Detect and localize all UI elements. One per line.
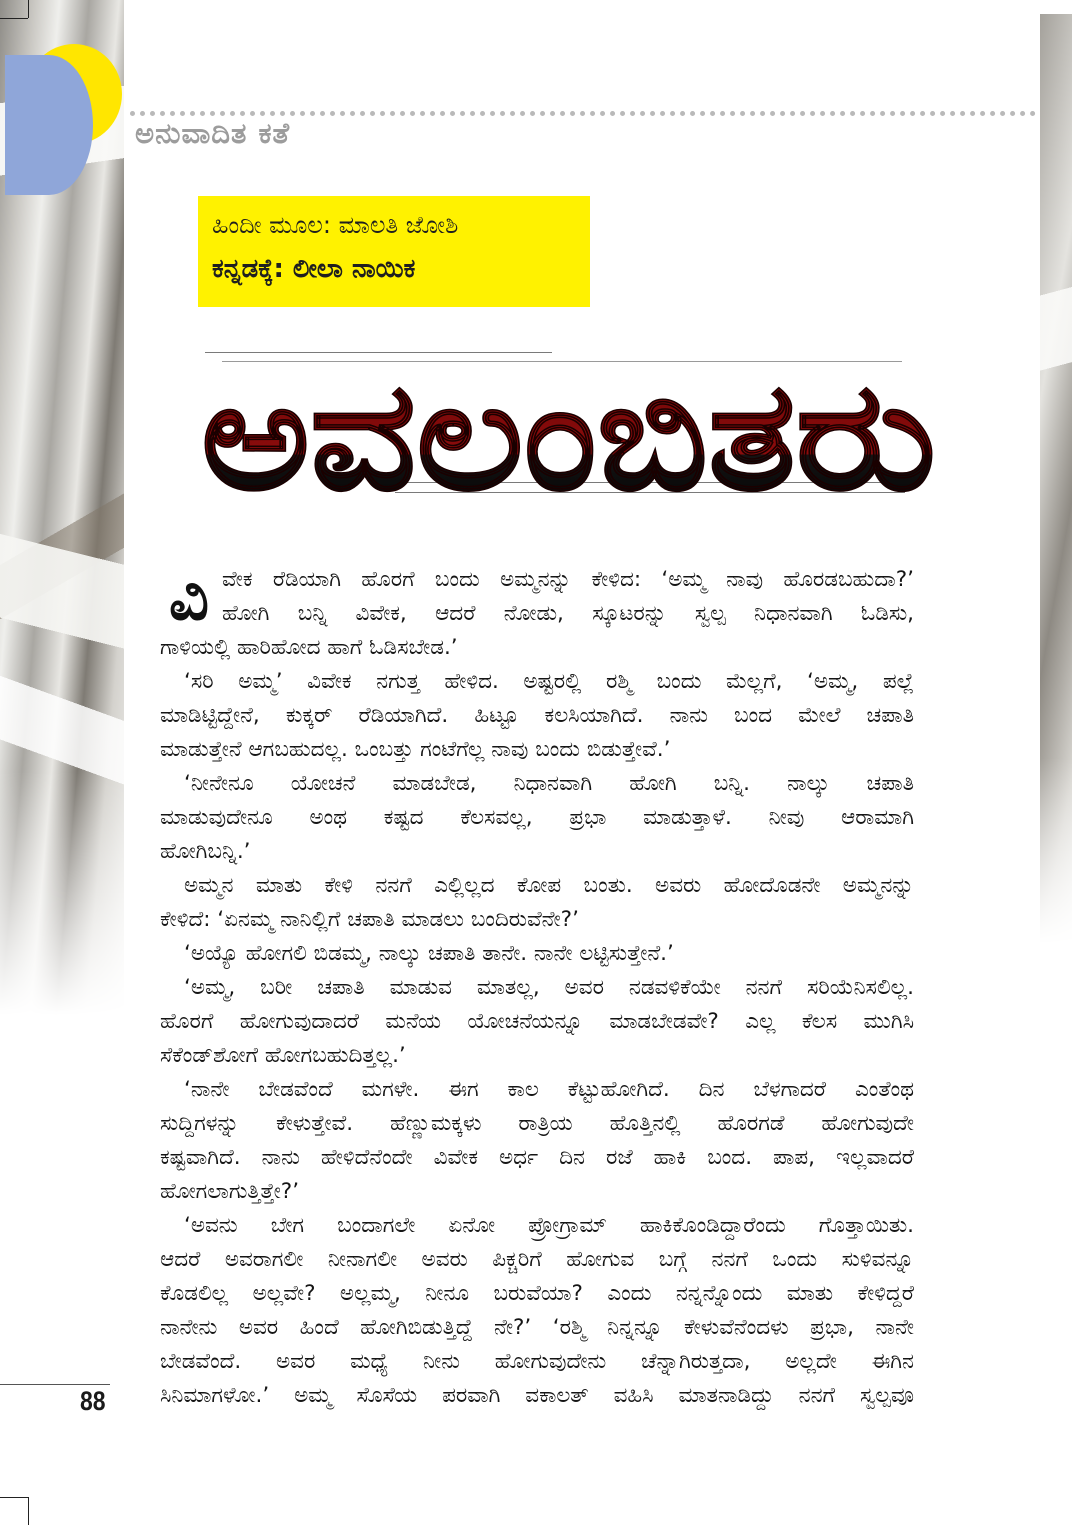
text-line: ಸೆಕೆಂಡ್‌ಶೋಗೆ ಹೋಗಬಹುದಿತ್ತಲ್ಲ.’ [160, 1043, 406, 1068]
text-line: ಸುದ್ದಿಗಳನ್ನು ಕೇಳುತ್ತೇವೆ. ಹೆಣ್ಣುಮಕ್ಕಳು ರಾತ್ರಿಯ ಹೊತ್ತಿನಲ್ಲಿ ಹೊರಗಡೆ ಹೋಗುವುದೇ [160, 1111, 914, 1136]
text-line: ವೇಕ ರೆಡಿಯಾಗಿ ಹೊರಗೆ ಬಂದು ಅಮ್ಮನನ್ನು ಕೇಳಿದ: ‘ಅಮ್ಮ ನಾವು ಹೊರಡಬಹುದಾ?’ [222, 567, 914, 592]
text-line: ಮಾಡುತ್ತೇನೆ ಆಗಬಹುದಲ್ಲ. ಒಂಬತ್ತು ಗಂಟೆಗೆಲ್ಲ ನಾವು ಬಂದು ಬಿಡುತ್ತೇವೆ.’ [160, 737, 671, 762]
text-line: ಸಿನಿಮಾಗಳೋ.’ ಅಮ್ಮ ಸೊಸೆಯ ಪರವಾಗಿ ವಕಾಲತ್ ವಹಿಸಿ ಮಾತನಾಡಿದ್ದು ನನಗೆ ಸ್ವಲ್ಪವೂ [160, 1383, 914, 1408]
text-line: ಬೇಡವೆಂದೆ. ಅವರ ಮಧ್ಯೆ ನೀನು ಹೋಗುವುದೇನು ಚೆನ್ನಾಗಿರುತ್ತದಾ, ಅಲ್ಲದೇ ಈಗಿನ [160, 1349, 914, 1374]
paragraph [160, 971, 914, 1073]
paragraph [160, 869, 914, 937]
text-line: ‘ಅಯ್ಯೊ ಹೋಗಲಿ ಬಿಡಮ್ಮ, ನಾಲ್ಕು ಚಪಾತಿ ತಾನೇ. ನಾನೇ ಲಟ್ಟಿಸುತ್ತೇನೆ.’ [184, 941, 674, 966]
story-title-text: ಅವಲಂಬಿತರು [201, 350, 937, 512]
paragraph [160, 1209, 914, 1413]
page-number: 88 [80, 1386, 106, 1416]
text-line: ಕೊಡಲಿಲ್ಲ ಅಲ್ಲವೇ? ಅಲ್ಲಮ್ಮ, ನೀನೂ ಬರುವೆಯಾ? ಎಂದು ನನ್ನನ್ನೊಂದು ಮಾತು ಕೇಳಿದ್ದರೆ [160, 1281, 914, 1306]
text-line: ‘ನೀನೇನೂ ಯೋಚನೆ ಮಾಡಬೇಡ, ನಿಧಾನವಾಗಿ ಹೋಗಿ ಬನ್ನಿ. ನಾಲ್ಕು ಚಪಾತಿ [184, 771, 914, 796]
text-line: ಹೊರಗೆ ಹೋಗುವುದಾದರೆ ಮನೆಯ ಯೋಚನೆಯನ್ನೂ ಮಾಡಬೇಡವೇ? ಎಲ್ಲ ಕೆಲಸ ಮುಗಿಸಿ [160, 1009, 914, 1034]
text-line: ಅಮ್ಮನ ಮಾತು ಕೇಳಿ ನನಗೆ ಎಲ್ಲಿಲ್ಲದ ಕೋಪ ಬಂತು. ಅವರು ಹೋದೊಡನೇ ಅಮ್ಮನನ್ನು [184, 873, 914, 898]
text-line: ಮಾಡಿಟ್ಟಿದ್ದೇನೆ, ಕುಕ್ಕರ್ ರೆಡಿಯಾಗಿದೆ. ಹಿಟ್ಟೂ ಕಲಸಿಯಾಗಿದೆ. ನಾನು ಬಂದ ಮೇಲೆ ಚಪಾತಿ [160, 703, 914, 728]
text-line: ಹೋಗಲಾಗುತ್ತಿತ್ತೇ?’ [160, 1179, 300, 1204]
story-title [195, 322, 945, 512]
blue-half-circle-ornament [5, 55, 93, 195]
text-line: ‘ಅಮ್ಮ, ಬರೀ ಚಪಾತಿ ಮಾಡುವ ಮಾತಲ್ಲ, ಅವರ ನಡವಳಿಕೆಯೇ ನನಗೆ ಸರಿಯೆನಿಸಲಿಲ್ಲ. [184, 975, 914, 1000]
paragraph [160, 665, 914, 767]
text-line: ಗಾಳಿಯಲ್ಲಿ ಹಾರಿಹೋದ ಹಾಗೆ ಓಡಿಸಬೇಡ.’ [160, 635, 458, 660]
crop-mark-bottom-left-horizontal [0, 1497, 28, 1498]
crop-mark-top-left-vertical [28, 0, 29, 18]
text-line: ಕಷ್ಟವಾಗಿದೆ. ನಾನು ಹೇಳಿದೆನೆಂದೇ ವಿವೇಕ ಅರ್ಧ ದಿನ ರಜೆ ಹಾಕಿ ಬಂದ. ಪಾಪ, ಇಲ್ಲವಾದರೆ [160, 1145, 914, 1170]
text-line: ‘ನಾನೇ ಬೇಡವೆಂದೆ ಮಗಳೇ. ಈಗ ಕಾಲ ಕೆಟ್ಟುಹೋಗಿದೆ. ದಿನ ಬೆಳಗಾದರೆ ಎಂತೆಂಥ [184, 1077, 914, 1102]
crop-mark-bottom-left-vertical [28, 1497, 29, 1525]
right-collage-strip [1040, 14, 1072, 944]
paragraph [160, 563, 914, 665]
text-line: ಮಾಡುವುದೇನೂ ಅಂಥ ಕಷ್ಟದ ಕೆಲಸವಲ್ಲ, ಪ್ರಭಾ ಮಾಡುತ್ತಾಳೆ. ನೀವು ಆರಾಮಾಗಿ [160, 805, 914, 830]
text-line: ‘ಸರಿ ಅಮ್ಮ’ ವಿವೇಕ ನಗುತ್ತ ಹೇಳಿದ. ಅಷ್ಟರಲ್ಲಿ ರಶ್ಮಿ ಬಂದು ಮೆಲ್ಲಗೆ, ‘ಅಮ್ಮ, ಪಲ್ಲೆ [184, 669, 914, 694]
crop-mark-top-left-horizontal [0, 18, 28, 19]
text-line: ಹೋಗಿಬನ್ನಿ.’ [160, 839, 251, 864]
text-line: ನಾನೇನು ಅವರ ಹಿಂದೆ ಹೋಗಿಬಿಡುತ್ತಿದ್ದೆ ನೇ?’ ‘ರಶ್ಮಿ ನಿನ್ನನ್ನೂ ಕೇಳುವೆನೆಂದಳು ಪ್ರಭಾ, ನಾನೇ [160, 1315, 914, 1340]
text-line: ಕೇಳಿದೆ: ‘ಏನಮ್ಮ ನಾನಿಲ್ಲಿಗೆ ಚಪಾತಿ ಮಾಡಲು ಬಂದಿರುವೆನೇ?’ [160, 907, 579, 932]
text-line: ಹೋಗಿ ಬನ್ನಿ ವಿವೇಕ, ಆದರೆ ನೋಡು, ಸ್ಕೂಟರನ್ನು ಸ್ವಲ್ಪ ನಿಧಾನವಾಗಿ ಓಡಿಸು, [222, 601, 915, 626]
credit-box [198, 196, 590, 307]
original-author-credit: ಹಿಂದೀ ಮೂಲ: ಮಾಲತಿ ಜೋಶಿ [212, 211, 459, 239]
text-line: ‘ಅವನು ಬೇಗ ಬಂದಾಗಲೇ ಏನೋ ಪ್ರೋಗ್ರಾಮ್ ಹಾಕಿಕೊಂಡಿದ್ದಾರೆಂದು ಗೊತ್ತಾಯಿತು. [184, 1213, 914, 1238]
paragraph [160, 937, 914, 971]
translator-credit: ಕನ್ನಡಕ್ಕೆ: ಲೀಲಾ ನಾಯಿಕ [212, 254, 416, 284]
paragraph [160, 1073, 914, 1209]
story-body [160, 563, 914, 1413]
paragraph [160, 767, 914, 869]
folio-rule [0, 1384, 110, 1385]
drop-cap: ವಿ [169, 561, 209, 634]
section-label: ಅನುವಾದಿತ ಕತೆ [135, 116, 291, 150]
text-line: ಆದರೆ ಅವರಾಗಲೀ ನೀನಾಗಲೀ ಅವರು ಪಿಕ್ಚರಿಗೆ ಹೋಗುವ ಬಗ್ಗೆ ನನಗೆ ಒಂದು ಸುಳಿವನ್ನೂ [160, 1247, 914, 1272]
